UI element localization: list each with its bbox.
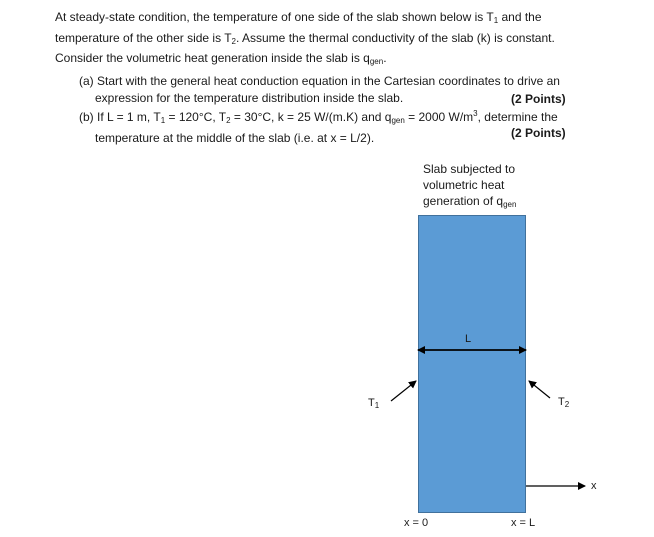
t1-pointer-arrow xyxy=(391,381,416,401)
label-x-zero: x = 0 xyxy=(404,517,429,529)
part-a-line-2: expression for the temperature distribution inside the slab. xyxy=(95,90,404,105)
label-length: L xyxy=(465,333,472,345)
intro-line-1: At steady-state condition, the temperature of one side of the slab shown below is $T_1$ and the xyxy=(55,10,542,25)
part-b-line-1: (b) If L = 1 m, $T_1 = 120^\circ C$, $T_2 = 30^\circ C$, k = 25 W/(m.K) and $q_{gen} = 2000$ $W/m^3$, determine the xyxy=(79,109,558,125)
intro-line-2: temperature of the other side is $T_2$. Assume the thermal conductivity of the slab (k) is constant. xyxy=(55,30,555,46)
label-x-axis: x xyxy=(591,480,597,492)
label-t2: $T_2$ xyxy=(558,396,570,409)
label-x-l: x = L xyxy=(511,517,536,529)
label-t1: $T_1$ xyxy=(368,397,380,410)
intro-line-3: Consider the volumetric heat generation inside the slab is $q_{gen}$. xyxy=(55,51,387,66)
part-b-points: (2 Points) xyxy=(511,126,566,140)
figure-caption: Slab subjected to volumetric heat generation of $q_{gen}$ xyxy=(423,162,517,209)
part-b-line-2: temperature at the middle of the slab (i.e. at x = L/2). xyxy=(95,130,375,145)
part-a-line-1: (a) Start with the general heat conduction equation in the Cartesian coordinates to drive an xyxy=(79,74,560,88)
t2-pointer-arrow xyxy=(529,381,550,398)
part-a-points: (2 Points) xyxy=(511,92,566,106)
